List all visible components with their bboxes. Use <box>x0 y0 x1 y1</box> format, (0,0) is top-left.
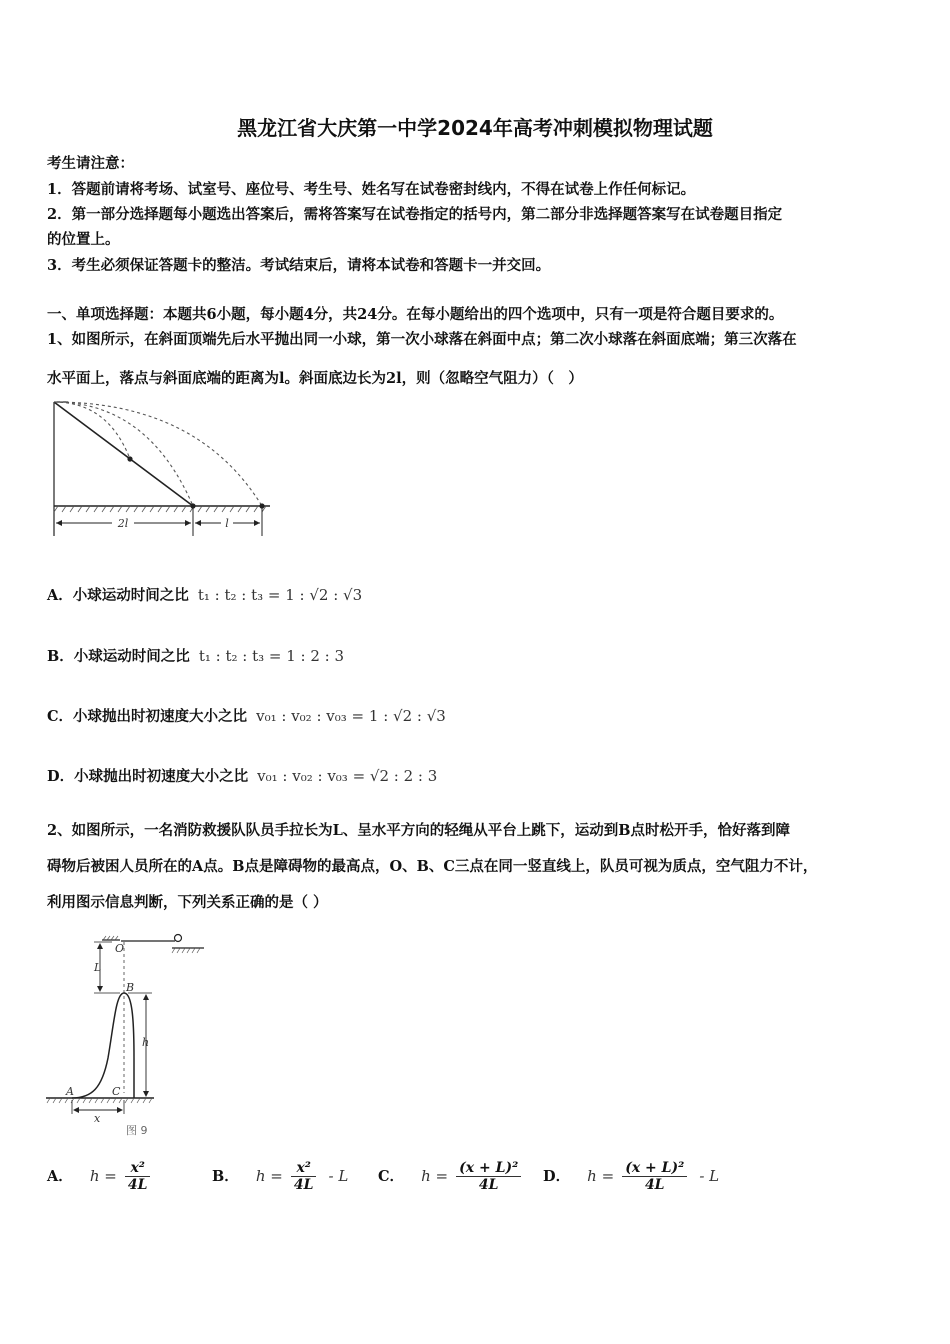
q2-option-a[interactable] <box>47 1160 157 1193</box>
label-C: C <box>112 1085 121 1098</box>
figure-caption: 图 9 <box>126 1124 148 1137</box>
notice-item-1: 1．答题前请将考场、试室号、座位号、考生号、姓名写在试卷密封线内，不得在试卷上作任何标记。 <box>47 181 696 198</box>
option-letter: C． <box>378 1167 405 1185</box>
label-l: l <box>225 517 229 530</box>
option-letter: B． <box>47 648 74 665</box>
notice-heading: 考生请注意： <box>47 155 134 172</box>
option-text: 小球抛出时初速度大小之比 <box>74 768 249 785</box>
option-letter: A． <box>47 587 73 604</box>
option-text: 小球抛出时初速度大小之比 <box>73 708 248 725</box>
fraction-denominator: 4L <box>478 1177 499 1193</box>
label-A: A <box>66 1085 74 1098</box>
arrow-L-up <box>97 943 103 949</box>
fraction-denominator: 4L <box>293 1177 314 1193</box>
option-lhs: h = <box>89 1166 117 1185</box>
label-O: O <box>115 942 125 955</box>
option-tail: - L <box>699 1166 720 1185</box>
q1-option-a[interactable] <box>47 584 362 605</box>
fraction-numerator: x² <box>125 1160 151 1177</box>
option-text: 小球运动时间之比 <box>73 648 190 665</box>
option-letter: B． <box>212 1167 239 1185</box>
label-B: B <box>126 981 135 994</box>
q1-option-b[interactable] <box>47 645 344 666</box>
label-x: x <box>94 1112 101 1125</box>
arrow-l-left <box>195 520 201 526</box>
option-text: 小球运动时间之比 <box>72 587 189 604</box>
fraction-numerator: x² <box>291 1160 317 1177</box>
option-letter: A． <box>47 1167 73 1185</box>
q2-stem-line1: 2、如图所示，一名消防救援队队员手拉长为L、呈水平方向的轻绳从平台上跳下，运动到B点时松开手，恰好落到障 <box>47 822 791 839</box>
landing-point-3 <box>259 503 264 508</box>
fraction-numerator: (x + L)² <box>456 1160 521 1177</box>
option-fraction <box>622 1160 687 1193</box>
incline-slope <box>54 402 193 506</box>
arrow-x-left <box>73 1107 79 1113</box>
option-fraction <box>125 1160 151 1193</box>
label-2l: 2l <box>117 517 129 530</box>
arrow-2l-left <box>56 520 62 526</box>
notice-item-3: 3．考生必须保证答题卡的整洁。考试结束后，请将本试卷和答题卡一并交回。 <box>47 257 551 274</box>
arrow-2l-right <box>185 520 191 526</box>
q1-stem-line2: 水平面上，落点与斜面底端的距离为l。斜面底边长为2l，则（忽略空气阻力）（ ） <box>47 370 583 387</box>
label-h: h <box>142 1036 150 1049</box>
notice-item-2b: 的位置上。 <box>47 231 120 248</box>
obstacle-profile <box>72 993 134 1098</box>
notice-item-2a: 2．第一部分选择题每小题选出答案后，需将答案写在试卷指定的括号内，第二部分非选择题答案写在试卷题目指定 <box>47 206 783 223</box>
option-lhs: h = <box>421 1166 449 1185</box>
q1-option-c[interactable] <box>47 705 446 726</box>
arrow-h-down <box>143 1091 149 1097</box>
option-tail: - L <box>328 1166 349 1185</box>
trajectory-3 <box>54 402 262 506</box>
arrow-h-up <box>143 994 149 1000</box>
q2-stem-line2: 碍物后被困人员所在的A点。B点是障碍物的最高点，O、B、C三点在同一竖直线上，队员可视为质点，空气阻力不计， <box>47 858 818 875</box>
ground-hatching <box>54 506 266 512</box>
q2-option-d[interactable] <box>543 1160 719 1193</box>
option-letter: D． <box>543 1167 571 1185</box>
arrow-L-down <box>97 986 103 992</box>
q2-option-b[interactable] <box>212 1160 348 1193</box>
landing-point-2 <box>190 503 195 508</box>
option-math: v₀₁ : v₀₂ : v₀₃ = √2 : 2 : 3 <box>257 767 438 785</box>
option-fraction <box>291 1160 317 1193</box>
q1-stem-line1: 1、如图所示，在斜面顶端先后水平抛出同一小球，第一次小球落在斜面中点；第二次小球落在斜面底端；第三次落在 <box>47 331 797 348</box>
option-math: v₀₁ : v₀₂ : v₀₃ = 1 : √2 : √3 <box>256 707 446 725</box>
q2-figure <box>42 928 222 1143</box>
landing-point-1 <box>127 456 132 461</box>
option-letter: D． <box>47 768 75 785</box>
option-math: t₁ : t₂ : t₃ = 1 : 2 : 3 <box>198 647 345 665</box>
q1-figure <box>48 398 278 543</box>
label-L: L <box>94 961 102 974</box>
option-fraction <box>456 1160 521 1193</box>
q1-option-d[interactable] <box>47 765 437 786</box>
arrow-l-right <box>254 520 260 526</box>
option-lhs: h = <box>587 1166 615 1185</box>
option-letter: C． <box>47 708 74 725</box>
fraction-denominator: 4L <box>644 1177 665 1193</box>
jumper <box>175 935 182 942</box>
option-lhs: h = <box>255 1166 283 1185</box>
q2-stem-line3: 利用图示信息判断，下列关系正确的是（ ） <box>47 894 328 911</box>
section-heading: 一、单项选择题：本题共6小题，每小题4分，共24分。在每小题给出的四个选项中，只有一项是符合题目要求的。 <box>47 306 784 323</box>
page-title: 黑龙江省大庆第一中学2024年高考冲刺模拟物理试题 <box>237 116 713 140</box>
fraction-numerator: (x + L)² <box>622 1160 687 1177</box>
q2-option-c[interactable] <box>378 1160 528 1193</box>
option-math: t₁ : t₂ : t₃ = 1 : √2 : √3 <box>197 586 363 604</box>
arrow-x-right <box>117 1107 123 1113</box>
fraction-denominator: 4L <box>127 1177 148 1193</box>
